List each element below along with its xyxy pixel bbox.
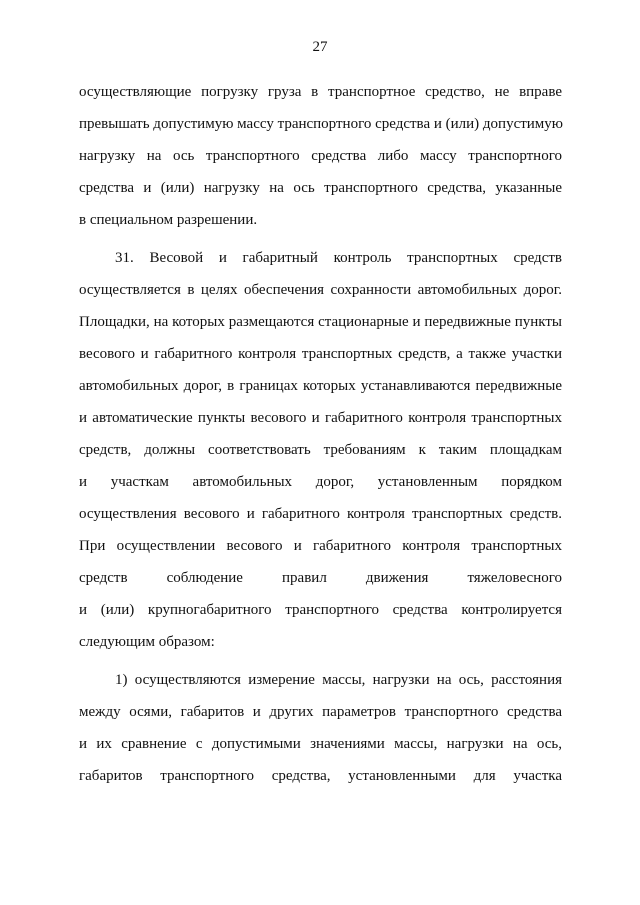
page-number: 27: [312, 39, 328, 55]
text-line: и их сравнение с допустимыми значениями массы, нагрузки на ось,: [79, 736, 562, 752]
text-line: габаритов транспортного средства, установленными для участка: [79, 768, 562, 784]
text-line: весового и габаритного контроля транспортных средств, а также участки: [79, 346, 562, 362]
text-line: 31. Весовой и габаритный контроль транспортных средств: [115, 250, 562, 266]
paragraph-continuation: [79, 76, 562, 236]
text-line: Площадки, на которых размещаются стационарные и передвижные пункты: [79, 314, 562, 330]
text-line: и автоматические пункты весового и габаритного контроля транспортных: [79, 410, 562, 426]
text-line: При осуществлении весового и габаритного контроля транспортных: [79, 538, 562, 554]
text-line: осуществляющие погрузку груза в транспортное средство, не вправе: [79, 84, 562, 100]
text-line: превышать допустимую массу транспортного средства и (или) допустимую: [79, 116, 564, 132]
paragraph-item-31: [79, 242, 562, 658]
text-line: 1) осуществляются измерение массы, нагрузки на ось, расстояния: [115, 672, 562, 688]
text-line: нагрузку на ось транспортного средства либо массу транспортного: [79, 148, 562, 164]
text-line: осуществления весового и габаритного контроля транспортных средств.: [79, 506, 562, 522]
text-line: между осями, габаритов и других параметров транспортного средства: [79, 704, 562, 720]
text-line: средств, должны соответствовать требованиям к таким площадкам: [79, 442, 562, 458]
text-line: автомобильных дорог, в границах которых устанавливаются передвижные: [79, 378, 562, 394]
text-line: осуществляется в целях обеспечения сохранности автомобильных дорог.: [79, 282, 562, 298]
document-body: [79, 76, 562, 792]
text-line: в специальном разрешении.: [79, 212, 258, 228]
text-line: средства и (или) нагрузку на ось транспортного средства, указанные: [79, 180, 562, 196]
text-line: и участкам автомобильных дорог, установленным порядком: [79, 474, 562, 490]
paragraph-subitem-1: [79, 664, 562, 792]
text-line: следующим образом:: [79, 634, 215, 650]
text-line: и (или) крупногабаритного транспортного средства контролируется: [79, 602, 562, 618]
text-line: средств соблюдение правил движения тяжеловесного: [79, 570, 562, 586]
